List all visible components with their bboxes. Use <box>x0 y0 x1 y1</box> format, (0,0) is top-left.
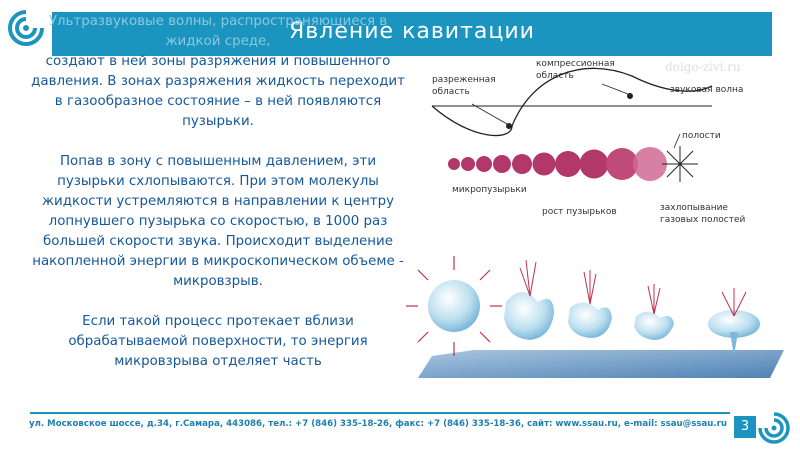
surface-plate <box>418 350 784 378</box>
body-paragraph-3: Если такой процесс протекает вблизи обрабатываемой поверхности, то энергия микровзрыва отделяет часть <box>68 314 368 369</box>
label-collapse-2: газовых полостей <box>660 215 746 225</box>
label-bubble-growth: рост пузырьков <box>542 207 617 217</box>
bubble-growth-row <box>448 147 667 181</box>
footer-contacts: ул. Московское шоссе, д.34, г.Самара, 443086, тел.: +7 (846) 335-18-26, факс: +7 (846) 335-18-36, сайт: www.ssau.ru, e-mail: ssau@ssau.ru <box>28 419 728 429</box>
page-number: 3 <box>734 416 756 438</box>
label-collapse-1: захлопывание <box>660 203 728 213</box>
body-paragraph-1: создают в ней зоны разряжения и повышенного давления. В зонах разряжения жидкость переходит в газообразное состояние – в ней появляются пузырьки. <box>31 54 405 129</box>
label-sound-wave: звуковая волна <box>670 85 744 95</box>
body-text <box>30 12 406 449</box>
bubble-stage-4 <box>634 284 674 340</box>
label-microbubbles: микропузырьки <box>452 185 527 195</box>
body-paragraph-2: Попав в зону с повышенным давлением, эти пузырьки схлопываются. При этом молекулы жидкости устремляются в направлении к центру лопнувшего пузырька со скоростью, в 1000 раз большей скорости звука. Происходит выделение накопленной энергии в микроскопическом объеме - микровзрыв. <box>32 154 404 289</box>
bubble-stage-3 <box>568 270 612 338</box>
footer-line <box>30 412 730 414</box>
label-compression-1: компрессионная <box>536 59 615 69</box>
collapse-burst-icon <box>662 146 698 182</box>
label-rarefaction-1: разреженная <box>432 75 496 85</box>
body-lead: Ультразвуковые волны, распространяющиеся в жидкой среде, <box>48 14 388 49</box>
page-title: Явление кавитации <box>289 19 535 44</box>
bubble-stage-5 <box>708 288 760 356</box>
bubble-stage-1 <box>406 256 502 356</box>
watermark: dolgo-zivi.ru <box>665 60 741 74</box>
bubble-stage-2 <box>504 260 554 340</box>
university-logo-small-icon <box>756 410 792 446</box>
cavitation-diagram <box>412 46 788 246</box>
label-compression-2: область <box>536 71 574 81</box>
label-cavities: полости <box>682 131 721 141</box>
bubble-collapse-sequence <box>404 252 792 388</box>
label-rarefaction-2: область <box>432 87 470 97</box>
